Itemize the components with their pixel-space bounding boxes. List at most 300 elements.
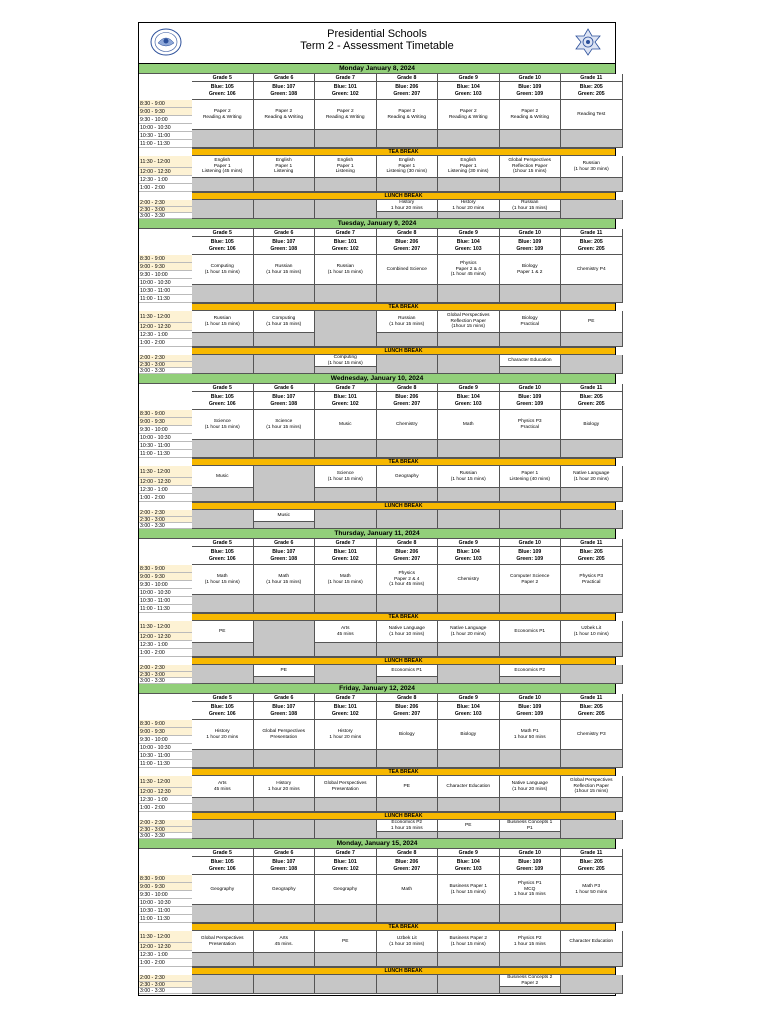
time-slot: 3:00 - 3:30: [139, 833, 192, 839]
room-header: [438, 547, 500, 565]
time-slot: 2:30 - 3:00: [139, 672, 192, 678]
exam-label: Economics P1: [514, 628, 546, 634]
free-slot: [254, 333, 316, 347]
exam-cell: [377, 510, 439, 529]
room-green: Green: 109: [516, 245, 544, 252]
lunch-break-band: LUNCH BREAK: [192, 967, 615, 975]
exam-cell: [561, 975, 623, 994]
room-green: Green: 102: [331, 400, 359, 407]
time-slot: 11:00 - 11:30: [139, 605, 192, 613]
exam-cell: [500, 875, 562, 905]
exam-cell: [254, 510, 316, 522]
room-green: Green: 205: [577, 90, 605, 97]
free-slot: [438, 130, 500, 148]
room-green: Green: 205: [577, 865, 605, 872]
exam-label: Biology Practical: [520, 315, 539, 327]
grade-header: Grade 9: [438, 539, 500, 547]
time-slot: 10:00 - 10:30: [139, 744, 192, 752]
free-slot: [377, 440, 439, 458]
grade-header: Grade 11: [561, 384, 623, 392]
grade-header: Grade 5: [192, 229, 254, 237]
free-slot: [192, 333, 254, 347]
timetable-title: Term 2 - Assessment Timetable: [300, 40, 454, 52]
grade-header: Grade 6: [254, 74, 316, 82]
time-slot: 10:30 - 11:00: [139, 907, 192, 915]
free-slot: [561, 178, 623, 192]
time-slot: 2:30 - 3:00: [139, 207, 192, 213]
grade-header: Grade 8: [377, 849, 439, 857]
room-blue: Blue: 109: [518, 239, 542, 245]
exam-label: Paper 2 Reading & Writing: [510, 108, 550, 120]
room-header: [561, 237, 623, 255]
time-slot: 12:30 - 1:00: [139, 331, 192, 339]
exam-label: Economics P1: [391, 667, 423, 673]
room-green: Green: 103: [454, 555, 482, 562]
time-slot: 10:00 - 10:30: [139, 589, 192, 597]
room-blue: Blue: 109: [518, 859, 542, 865]
exam-cell: [500, 975, 562, 987]
free-slot: [315, 178, 377, 192]
room-blue: Blue: 205: [579, 704, 603, 710]
exam-cell: [377, 156, 439, 178]
free-slot: [561, 643, 623, 657]
grade-header: Grade 6: [254, 229, 316, 237]
exam-cell: [377, 621, 439, 643]
grade-header: Grade 10: [500, 849, 562, 857]
time-slot: 12:00 - 12:30: [139, 943, 192, 951]
time-slot: 1:00 - 2:00: [139, 649, 192, 657]
room-blue: Blue: 205: [579, 859, 603, 865]
exam-cell: [254, 720, 316, 750]
room-green: Green: 102: [331, 90, 359, 97]
room-header: [254, 82, 316, 100]
exam-cell: [500, 621, 562, 643]
exam-cell: [377, 875, 439, 905]
exam-cell: [192, 100, 254, 130]
time-slot: 9:30 - 10:00: [139, 426, 192, 434]
exam-cell: [254, 255, 316, 285]
exam-cell: [438, 156, 500, 178]
free-slot: [192, 798, 254, 812]
room-blue: Blue: 206: [395, 239, 419, 245]
time-slot: 12:30 - 1:00: [139, 796, 192, 804]
room-blue: Blue: 205: [579, 549, 603, 555]
time-slot: 11:00 - 11:30: [139, 140, 192, 148]
exam-cell: [377, 720, 439, 750]
time-slot: 11:00 - 11:30: [139, 760, 192, 768]
room-header: [192, 857, 254, 875]
exam-label: Music: [338, 421, 352, 427]
room-green: Green: 103: [454, 400, 482, 407]
day-title: Friday, January 12, 2024: [139, 684, 615, 694]
time-slot: 11:00 - 11:30: [139, 450, 192, 458]
grade-header: Grade 8: [377, 229, 439, 237]
exam-label: Math P3 1 hour 50 mins: [575, 883, 608, 895]
room-blue: Blue: 109: [518, 394, 542, 400]
grade-header: Grade 6: [254, 694, 316, 702]
tea-break-band: TEA BREAK: [192, 768, 615, 776]
exam-cell: [500, 200, 562, 212]
time-slot: 2:00 - 2:30: [139, 975, 192, 982]
room-header: [377, 392, 439, 410]
free-slot: [315, 905, 377, 923]
free-slot: [561, 488, 623, 502]
exam-cell: [561, 776, 623, 798]
free-slot: [192, 953, 254, 967]
exam-label: Native Language (1 hour 20 mins): [573, 470, 610, 482]
day-body: [139, 849, 615, 994]
room-blue: Blue: 107: [272, 549, 296, 555]
free-slot: [500, 212, 562, 219]
exam-label: PE: [280, 667, 287, 673]
exam-cell: [315, 466, 377, 488]
day-block: [139, 839, 615, 994]
grade-header: Grade 5: [192, 384, 254, 392]
time-slot: 11:30 - 12:00: [139, 776, 192, 788]
exam-label: Physics P3 Practical: [517, 418, 542, 430]
exam-cell: [438, 355, 500, 374]
time-slot: 8:30 - 9:00: [139, 410, 192, 418]
free-slot: [438, 488, 500, 502]
exam-label: Russian (1 hour 15 mins): [450, 470, 486, 482]
time-slot: 11:30 - 12:00: [139, 156, 192, 168]
exam-label: Uzbek Lit (1 hour 10 mins): [389, 935, 425, 947]
free-slot: [315, 953, 377, 967]
exam-cell: [315, 200, 377, 219]
room-header: [377, 547, 439, 565]
grade-header: Grade 9: [438, 229, 500, 237]
exam-label: Physics P1 MCQ 1 hour 15 mins: [513, 881, 546, 898]
room-blue: Blue: 101: [333, 859, 357, 865]
time-slot: 12:00 - 12:30: [139, 633, 192, 641]
free-slot: [254, 130, 316, 148]
grade-header: Grade 7: [315, 849, 377, 857]
time-slot: 12:00 - 12:30: [139, 478, 192, 486]
exam-label: History 1 hour 20 mins: [267, 780, 300, 792]
exam-cell: [561, 255, 623, 285]
exam-label: Russian (1 hour 30 mins): [573, 160, 609, 172]
exam-cell: [561, 820, 623, 839]
free-slot: [254, 677, 316, 684]
exam-cell: [377, 665, 439, 677]
exam-cell: [315, 355, 377, 367]
exam-label: Math: [462, 421, 474, 427]
exam-cell: [192, 776, 254, 798]
room-header: [561, 702, 623, 720]
exam-label: Global Perspectives Reflection Paper (1hour 15 mins): [446, 313, 490, 330]
grade-header: Grade 8: [377, 74, 439, 82]
time-slot: 2:00 - 2:30: [139, 820, 192, 827]
time-slot: 10:00 - 10:30: [139, 899, 192, 907]
free-slot: [561, 285, 623, 303]
room-blue: Blue: 107: [272, 239, 296, 245]
exam-label: Math (1 hour 15 mins): [327, 573, 363, 585]
exam-label: Computing (1 hour 15 mins): [327, 355, 363, 366]
free-slot: [192, 130, 254, 148]
exam-cell: [315, 931, 377, 953]
free-slot: [377, 750, 439, 768]
grade-header: Grade 7: [315, 74, 377, 82]
exam-cell: [254, 621, 316, 657]
exam-label: Arts 45 mins: [213, 780, 231, 792]
free-slot: [438, 905, 500, 923]
time-slot: 2:00 - 2:30: [139, 355, 192, 362]
exam-label: Global Perspectives Presentation: [200, 935, 244, 947]
room-header: [254, 237, 316, 255]
time-slot: 10:00 - 10:30: [139, 124, 192, 132]
free-slot: [500, 905, 562, 923]
room-blue: Blue: 101: [333, 704, 357, 710]
exam-cell: [254, 931, 316, 953]
exam-label: Chemistry: [395, 421, 418, 427]
room-blue: Blue: 105: [210, 84, 234, 90]
exam-cell: [254, 200, 316, 219]
exam-cell: [500, 311, 562, 333]
exam-cell: [438, 820, 500, 832]
free-slot: [438, 440, 500, 458]
room-header: [192, 82, 254, 100]
exam-cell: [315, 100, 377, 130]
exam-label: Russian (1 hour 15 mins): [512, 200, 548, 211]
room-header: [254, 702, 316, 720]
room-blue: Blue: 101: [333, 394, 357, 400]
time-slot: 12:00 - 12:30: [139, 168, 192, 176]
exam-cell: [315, 156, 377, 178]
exam-label: Science (1 hour 15 mins): [327, 470, 363, 482]
exam-label: English Paper 1 Listening (30 mins): [447, 158, 489, 175]
free-slot: [315, 130, 377, 148]
time-slot: 1:00 - 2:00: [139, 339, 192, 347]
free-slot: [500, 488, 562, 502]
exam-cell: [438, 621, 500, 643]
room-blue: Blue: 104: [456, 394, 480, 400]
free-slot: [254, 440, 316, 458]
room-header: [438, 392, 500, 410]
room-header: [315, 82, 377, 100]
free-slot: [192, 595, 254, 613]
free-slot: [254, 953, 316, 967]
school-logo-left: [149, 27, 183, 57]
free-slot: [377, 488, 439, 502]
free-slot: [500, 987, 562, 994]
room-blue: Blue: 105: [210, 704, 234, 710]
exam-cell: [438, 975, 500, 994]
free-slot: [500, 440, 562, 458]
exam-cell: [500, 100, 562, 130]
exam-label: Biology: [583, 421, 600, 427]
free-slot: [500, 130, 562, 148]
room-header: [561, 857, 623, 875]
free-slot: [254, 750, 316, 768]
exam-label: Uzbek Lit (1 hour 10 mins): [573, 625, 609, 637]
room-blue: Blue: 104: [456, 704, 480, 710]
exam-label: Economics P2 1 hour 15 mins: [390, 820, 423, 831]
free-slot: [377, 130, 439, 148]
room-header: [315, 547, 377, 565]
exam-cell: [315, 565, 377, 595]
free-slot: [438, 750, 500, 768]
lunch-break-band: LUNCH BREAK: [192, 347, 615, 355]
free-slot: [500, 643, 562, 657]
exam-cell: [315, 875, 377, 905]
room-blue: Blue: 206: [395, 394, 419, 400]
room-header: [377, 82, 439, 100]
exam-cell: [561, 355, 623, 374]
exam-label: Russian (1 hour 15 mins): [266, 263, 302, 275]
room-blue: Blue: 101: [333, 239, 357, 245]
exam-cell: [377, 200, 439, 212]
exam-label: History 1 hour 20 mins: [390, 200, 423, 211]
free-slot: [377, 643, 439, 657]
free-slot: [438, 798, 500, 812]
exam-cell: [254, 410, 316, 440]
room-blue: Blue: 107: [272, 84, 296, 90]
exam-cell: [315, 255, 377, 285]
exam-label: Math P1 1 hour 50 mins: [513, 728, 546, 740]
free-slot: [500, 750, 562, 768]
grade-header: Grade 11: [561, 849, 623, 857]
room-header: [500, 392, 562, 410]
room-header: [254, 392, 316, 410]
exam-cell: [377, 975, 439, 994]
exam-cell: [500, 410, 562, 440]
time-slot: 10:30 - 11:00: [139, 287, 192, 295]
free-slot: [438, 595, 500, 613]
free-slot: [500, 677, 562, 684]
exam-cell: [561, 510, 623, 529]
exam-cell: [561, 466, 623, 488]
room-blue: Blue: 109: [518, 704, 542, 710]
exam-cell: [315, 720, 377, 750]
room-green: Green: 108: [270, 400, 298, 407]
room-green: Green: 103: [454, 865, 482, 872]
time-slot: 10:30 - 11:00: [139, 132, 192, 140]
day-body: [139, 539, 615, 684]
time-slot: 2:30 - 3:00: [139, 827, 192, 833]
exam-label: Native Language (1 hour 20 mins): [511, 780, 548, 792]
exam-cell: [500, 355, 562, 367]
exam-cell: [254, 565, 316, 595]
time-slot: 3:00 - 3:30: [139, 213, 192, 219]
exam-cell: [192, 975, 254, 994]
grade-header: Grade 10: [500, 74, 562, 82]
time-slot: 9:00 - 9:30: [139, 573, 192, 581]
free-slot: [315, 488, 377, 502]
free-slot: [500, 285, 562, 303]
grade-header: Grade 11: [561, 694, 623, 702]
room-green: Green: 106: [208, 555, 236, 562]
room-blue: Blue: 205: [579, 239, 603, 245]
exam-label: History 1 hour 20 mins: [329, 728, 362, 740]
exam-label: Global Perspectives Reflection Paper (1hour 15 mins): [508, 158, 552, 175]
exam-cell: [254, 355, 316, 374]
exam-label: Global Perspectives Presentation: [323, 780, 367, 792]
room-header: [438, 82, 500, 100]
room-header: [561, 82, 623, 100]
room-green: Green: 102: [331, 555, 359, 562]
tea-break-band: TEA BREAK: [192, 923, 615, 931]
exam-cell: [254, 776, 316, 798]
free-slot: [500, 178, 562, 192]
time-slot: 9:00 - 9:30: [139, 418, 192, 426]
free-slot: [438, 643, 500, 657]
exam-label: Business Concepts 1 P1: [507, 820, 553, 831]
room-blue: Blue: 105: [210, 859, 234, 865]
room-blue: Blue: 107: [272, 704, 296, 710]
free-slot: [438, 333, 500, 347]
room-green: Green: 109: [516, 865, 544, 872]
exam-cell: [315, 776, 377, 798]
exam-label: Math (1 hour 15 mins): [266, 573, 302, 585]
school-logo-right: [571, 27, 605, 57]
time-slot: 10:30 - 11:00: [139, 597, 192, 605]
exam-label: Economics P2: [514, 667, 546, 673]
exam-cell: [315, 410, 377, 440]
exam-label: Geography: [333, 886, 358, 892]
room-header: [500, 702, 562, 720]
exam-cell: [254, 100, 316, 130]
room-green: Green: 108: [270, 245, 298, 252]
room-header: [192, 392, 254, 410]
exam-cell: [377, 355, 439, 374]
free-slot: [561, 595, 623, 613]
exam-cell: [561, 720, 623, 750]
day-block: [139, 64, 615, 219]
exam-cell: [500, 665, 562, 677]
exam-cell: [438, 311, 500, 333]
free-slot: [438, 285, 500, 303]
time-slot: 9:00 - 9:30: [139, 263, 192, 271]
grade-header: Grade 9: [438, 694, 500, 702]
grade-header: Grade 5: [192, 539, 254, 547]
exam-label: Character Education: [446, 783, 491, 789]
room-green: Green: 102: [331, 710, 359, 717]
time-slot: 12:30 - 1:00: [139, 641, 192, 649]
room-header: [315, 392, 377, 410]
free-slot: [254, 905, 316, 923]
room-header: [254, 547, 316, 565]
grade-header: Grade 8: [377, 384, 439, 392]
exam-cell: [500, 510, 562, 529]
timetable-sheet: [138, 22, 616, 996]
room-blue: Blue: 205: [579, 394, 603, 400]
exam-cell: [500, 720, 562, 750]
time-slot: 1:00 - 2:00: [139, 959, 192, 967]
room-green: Green: 106: [208, 710, 236, 717]
time-slot: 2:00 - 2:30: [139, 200, 192, 207]
exam-label: Chemistry P3: [576, 731, 606, 737]
exam-cell: [254, 466, 316, 502]
free-slot: [192, 285, 254, 303]
room-header: [192, 547, 254, 565]
exam-cell: [438, 200, 500, 212]
free-slot: [500, 953, 562, 967]
exam-cell: [192, 510, 254, 529]
free-slot: [315, 750, 377, 768]
room-green: Green: 103: [454, 245, 482, 252]
day-body: [139, 384, 615, 529]
time-slot: 8:30 - 9:00: [139, 255, 192, 263]
time-slot: 11:30 - 12:00: [139, 466, 192, 478]
exam-label: Math (1 hour 15 mins): [204, 573, 240, 585]
day-body: [139, 229, 615, 374]
free-slot: [315, 440, 377, 458]
room-green: Green: 207: [393, 400, 421, 407]
exam-cell: [192, 156, 254, 178]
free-slot: [377, 832, 439, 839]
room-green: Green: 106: [208, 865, 236, 872]
grade-header: Grade 9: [438, 74, 500, 82]
